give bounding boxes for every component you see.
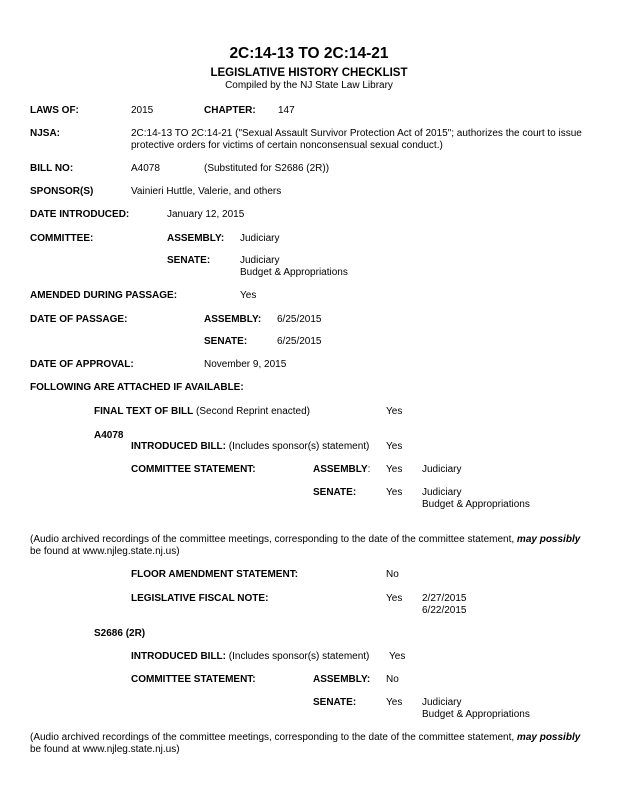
passage-senate-value: 6/25/2015	[277, 336, 322, 347]
audio-note-1-text: (Audio archived recordings of the committee meetings, corresponding to the date of the committee statement,	[30, 534, 517, 545]
date-of-approval-value: November 9, 2015	[204, 359, 287, 370]
committee-label: COMMITTEE:	[30, 233, 94, 244]
njsa-line-2: protective orders for victims of certain nonconsensual sexual conduct.)	[131, 140, 443, 151]
document-title: 2C:14-13 TO 2C:14-21	[229, 45, 389, 62]
s2686-introduced-row	[131, 651, 369, 663]
s2686-heading: S2686 (2R)	[94, 628, 146, 639]
document-subtitle: LEGISLATIVE HISTORY CHECKLIST	[210, 67, 408, 79]
njsa-line-1: 2C:14-13 TO 2C:14-21 ("Sexual Assault Survivor Protection Act of 2015"; authorizes the court to issue	[131, 128, 582, 139]
fiscal-note-date-1: 2/27/2015	[422, 593, 467, 604]
a4078-assembly-value: Yes	[386, 464, 403, 475]
a4078-assembly-colon: :	[367, 464, 371, 475]
compiled-by: Compiled by the NJ State Law Library	[225, 80, 393, 91]
bill-no-substitution: (Substituted for S2686 (2R))	[204, 163, 330, 174]
fiscal-note-value: Yes	[386, 593, 403, 604]
chapter-value: 147	[278, 105, 295, 116]
passage-senate-label: SENATE:	[204, 336, 248, 347]
audio-note-2-text: (Audio archived recordings of the committee meetings, corresponding to the date of the committee statement,	[30, 732, 517, 743]
s2686-committee-statement-label: COMMITTEE STATEMENT:	[131, 674, 256, 685]
committee-assembly-value: Judiciary	[240, 233, 280, 244]
audio-note-1-line-1	[30, 534, 580, 546]
final-text-label: FINAL TEXT OF BILL	[94, 406, 194, 417]
a4078-assembly-label: ASSEMBLY	[313, 464, 368, 475]
committee-assembly-label: ASSEMBLY:	[167, 233, 225, 244]
s2686-assembly-value: No	[386, 674, 399, 685]
a4078-senate-label: SENATE:	[313, 487, 357, 498]
audio-note-1-emphasis: may possibly	[516, 534, 581, 545]
date-introduced-label: DATE INTRODUCED:	[30, 209, 130, 220]
audio-note-2-line-2: be found at www.njleg.state.nj.us)	[30, 744, 180, 755]
fiscal-note-date-2: 6/22/2015	[422, 605, 467, 616]
s2686-introduced-label: INTRODUCED BILL:	[131, 651, 226, 662]
bill-no-label: BILL NO:	[30, 163, 74, 174]
sponsors-value: Vainieri Huttle, Valerie, and others	[131, 186, 282, 197]
a4078-committee-statement-label: COMMITTEE STATEMENT:	[131, 464, 256, 475]
a4078-senate-value: Yes	[386, 487, 403, 498]
s2686-assembly-label: ASSEMBLY:	[313, 674, 371, 685]
passage-assembly-label: ASSEMBLY:	[204, 314, 262, 325]
committee-senate-value-2: Budget & Appropriations	[240, 267, 348, 278]
s2686-introduced-note: (Includes sponsor(s) statement)	[228, 651, 370, 662]
a4078-introduced-row	[131, 441, 369, 453]
final-text-note: (Second Reprint enacted)	[196, 406, 311, 417]
date-introduced-value: January 12, 2015	[167, 209, 245, 220]
a4078-assembly-committee: Judiciary	[422, 464, 462, 475]
s2686-senate-label: SENATE:	[313, 697, 357, 708]
laws-of-value: 2015	[131, 105, 154, 116]
a4078-introduced-label: INTRODUCED BILL:	[131, 441, 226, 452]
a4078-senate-committee-2: Budget & Appropriations	[422, 499, 530, 510]
laws-of-label: LAWS OF:	[30, 105, 79, 116]
amended-label: AMENDED DURING PASSAGE:	[30, 290, 178, 301]
a4078-senate-committee-1: Judiciary	[422, 487, 462, 498]
audio-note-1-line-2: be found at www.njleg.state.nj.us)	[30, 546, 180, 557]
chapter-label: CHAPTER:	[204, 105, 256, 116]
sponsors-label: SPONSOR(S)	[30, 186, 94, 197]
s2686-introduced-value: Yes	[389, 651, 406, 662]
committee-senate-label: SENATE:	[167, 255, 211, 266]
njsa-label: NJSA:	[30, 128, 61, 139]
floor-amendment-label: FLOOR AMENDMENT STATEMENT:	[131, 569, 299, 580]
passage-assembly-value: 6/25/2015	[277, 314, 322, 325]
attached-heading: FOLLOWING ARE ATTACHED IF AVAILABLE:	[30, 382, 244, 393]
s2686-senate-committee-1: Judiciary	[422, 697, 462, 708]
committee-senate-value-1: Judiciary	[240, 255, 280, 266]
a4078-introduced-note: (Includes sponsor(s) statement)	[228, 441, 370, 452]
final-text-row	[94, 406, 310, 418]
a4078-assembly-row	[313, 464, 370, 476]
date-of-passage-label: DATE OF PASSAGE:	[30, 314, 128, 325]
audio-note-2-emphasis: may possibly	[516, 732, 581, 743]
fiscal-note-label: LEGISLATIVE FISCAL NOTE:	[131, 593, 269, 604]
audio-note-2-line-1	[30, 732, 580, 744]
floor-amendment-value: No	[386, 569, 399, 580]
final-text-value: Yes	[386, 406, 403, 417]
date-of-approval-label: DATE OF APPROVAL:	[30, 359, 134, 370]
s2686-senate-value: Yes	[386, 697, 403, 708]
a4078-heading: A4078	[94, 430, 124, 441]
a4078-introduced-value: Yes	[386, 441, 403, 452]
amended-value: Yes	[240, 290, 257, 301]
bill-no-value: A4078	[131, 163, 160, 174]
s2686-senate-committee-2: Budget & Appropriations	[422, 709, 530, 720]
